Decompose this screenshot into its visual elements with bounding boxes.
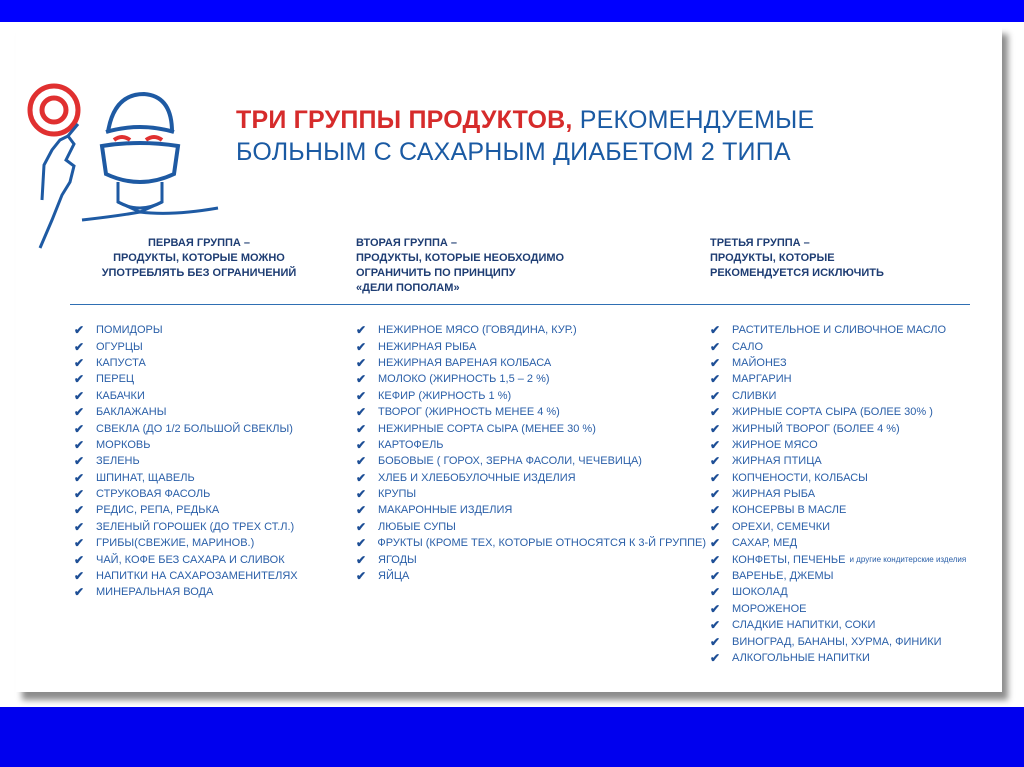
list-item [710,502,1002,518]
check-icon: ✔ [74,487,85,502]
list-item [356,420,706,436]
list-item [710,322,1002,338]
doctor-logo-icon [22,70,232,260]
list-item [356,551,706,567]
check-icon: ✔ [74,372,85,387]
check-icon: ✔ [710,437,721,452]
list-item-label: МАКАРОННЫЕ ИЗДЕЛИЯ [378,504,513,517]
check-icon: ✔ [74,454,85,469]
list-item-label: НЕЖИРНАЯ РЫБА [378,340,477,353]
list-item [710,650,1002,666]
check-icon: ✔ [710,470,721,485]
list-item [74,355,344,371]
check-icon: ✔ [356,569,367,584]
group-2-header [356,236,686,296]
check-icon: ✔ [710,405,721,420]
list-item-label: ВАРЕНЬЕ, ДЖЕМЫ [732,570,834,583]
list-item-label: КАРТОФЕЛЬ [378,438,444,451]
list-item [710,519,1002,535]
list-item-label: ЖИРНОЕ МЯСО [732,438,818,451]
check-icon: ✔ [74,503,85,518]
list-item-label: БАКЛАЖАНЫ [96,406,167,419]
list-item-label: ГРИБЫ(СВЕЖИЕ, МАРИНОВ.) [96,537,255,550]
check-icon: ✔ [356,536,367,551]
list-item [710,568,1002,584]
check-icon: ✔ [74,470,85,485]
list-item-label: ЯЙЦА [378,570,410,583]
check-icon: ✔ [356,454,367,469]
check-icon: ✔ [74,323,85,338]
group-header-line: ПРОДУКТЫ, КОТОРЫЕ МОЖНО [113,252,285,264]
list-item-label: СТРУКОВАЯ ФАСОЛЬ [96,488,211,501]
list-item [356,371,706,387]
list-item [74,371,344,387]
list-item [356,519,706,535]
list-item [74,404,344,420]
check-icon: ✔ [74,388,85,403]
list-item [710,355,1002,371]
list-item-label: КОНФЕТЫ, ПЕЧЕНЬЕ [732,553,846,566]
list-item [710,338,1002,354]
check-icon: ✔ [710,569,721,584]
check-icon: ✔ [356,503,367,518]
check-icon: ✔ [74,536,85,551]
list-item-label: МАРГАРИН [732,373,792,386]
list-item [710,453,1002,469]
list-item [74,437,344,453]
list-item-label: НАПИТКИ НА САХАРОЗАМЕНИТЕЛЯХ [96,570,298,583]
bottom-band [0,707,1024,767]
list-item [710,420,1002,436]
group-header-line: ОГРАНИЧИТЬ ПО ПРИНЦИПУ [356,267,516,279]
list-item [356,322,706,338]
list-item [710,470,1002,486]
check-icon: ✔ [710,651,721,665]
check-icon: ✔ [710,519,721,534]
title-line-2: БОЛЬНЫМ С САХАРНЫМ ДИАБЕТОМ 2 ТИПА [236,138,791,166]
list-item-label: КОНСЕРВЫ В МАСЛЕ [732,504,847,517]
list-item [74,568,344,584]
list-item [74,322,344,338]
check-icon: ✔ [710,503,721,518]
slide [0,22,1024,707]
title-rest: РЕКОМЕНДУЕМЫЕ [572,106,815,134]
check-icon: ✔ [710,388,721,403]
page-title [236,104,814,168]
header-divider [70,304,970,305]
list-item [74,519,344,535]
check-icon: ✔ [356,470,367,485]
check-icon: ✔ [74,405,85,420]
check-icon: ✔ [356,323,367,338]
list-item-label: НЕЖИРНОЕ МЯСО (ГОВЯДИНА, КУР.) [378,324,577,337]
list-item [356,568,706,584]
list-item [356,486,706,502]
list-item-label: КАПУСТА [96,356,146,369]
check-icon: ✔ [710,601,721,616]
list-item-label: СЛИВКИ [732,389,777,402]
check-icon: ✔ [710,339,721,354]
group-2-list [356,322,706,584]
list-item-label: ЗЕЛЕНЫЙ ГОРОШЕК (ДО ТРЕХ СТ.Л.) [96,520,295,533]
list-item-label: ЖИРНАЯ РЫБА [732,488,816,501]
list-item-label: КАБАЧКИ [96,389,145,402]
check-icon: ✔ [356,388,367,403]
check-icon: ✔ [710,323,721,338]
list-item [710,371,1002,387]
check-icon: ✔ [74,437,85,452]
list-item-label: ФРУКТЫ (КРОМЕ ТЕХ, КОТОРЫЕ ОТНОСЯТСЯ К 3-Й ГРУППЕ) [377,537,706,550]
check-icon: ✔ [74,339,85,354]
group-header-line: ВТОРАЯ ГРУППА – [356,237,458,249]
list-item [356,404,706,420]
list-item-label: ВИНОГРАД, БАНАНЫ, ХУРМА, ФИНИКИ [732,635,942,648]
list-item-label: ОРЕХИ, СЕМЕЧКИ [732,520,831,533]
list-item [74,535,344,551]
list-item [74,420,344,436]
check-icon: ✔ [710,355,721,370]
list-item [356,338,706,354]
list-item [74,486,344,502]
list-item [710,633,1002,649]
list-item-label: РЕДИС, РЕПА, РЕДЬКА [96,504,220,517]
group-3-list [710,322,1002,666]
list-item [356,355,706,371]
list-item [74,502,344,518]
list-item-label: МОРОЖЕНОЕ [732,602,807,615]
list-item [710,584,1002,600]
list-item-label: МОРКОВЬ [96,438,151,451]
list-item [356,437,706,453]
list-item-label: АЛКОГОЛЬНЫЕ НАПИТКИ [732,652,870,664]
list-item-label: СЛАДКИЕ НАПИТКИ, СОКИ [732,619,876,632]
list-item-label: САХАР, МЕД [732,537,798,550]
list-item-label: НЕЖИРНЫЕ СОРТА СЫРА (МЕНЕЕ 30 %) [378,422,596,435]
check-icon: ✔ [74,421,85,436]
group-header-line: ПЕРВАЯ ГРУППА – [147,237,251,249]
list-item [356,502,706,518]
list-item-label: САЛО [732,340,764,353]
list-item [74,551,344,567]
list-item-label: КЕФИР (ЖИРНОСТЬ 1 %) [378,389,512,402]
list-item-label: ПЕРЕЦ [96,373,135,386]
check-icon: ✔ [710,421,721,436]
check-icon: ✔ [74,519,85,534]
check-icon: ✔ [710,634,721,649]
list-item [74,338,344,354]
check-icon: ✔ [74,552,85,567]
list-item-label: ХЛЕБ И ХЛЕБОБУЛОЧНЫЕ ИЗДЕЛИЯ [378,471,576,484]
group-header-line: РЕКОМЕНДУЕТСЯ ИСКЛЮЧИТЬ [710,267,884,279]
check-icon: ✔ [356,421,367,436]
list-item-label: ОГУРЦЫ [96,340,143,353]
group-header-line: УПОТРЕБЛЯТЬ БЕЗ ОГРАНИЧЕНИЙ [101,267,297,279]
list-item-label: ШПИНАТ, ЩАВЕЛЬ [96,471,195,484]
list-item-label: МИНЕРАЛЬНАЯ ВОДА [96,586,214,599]
check-icon: ✔ [74,569,85,584]
list-item-label: МОЛОКО (ЖИРНОСТЬ 1,5 – 2 %) [378,373,550,386]
group-header-line: «ДЕЛИ ПОПОЛАМ» [356,282,460,294]
list-item [356,388,706,404]
group-1-list [74,322,344,601]
list-item [356,535,706,551]
group-1-header [74,236,324,281]
check-icon: ✔ [356,339,367,354]
list-item [710,601,1002,617]
check-icon: ✔ [710,618,721,633]
list-item [710,617,1002,633]
check-icon: ✔ [356,405,367,420]
list-item [710,486,1002,502]
group-header-line: ПРОДУКТЫ, КОТОРЫЕ НЕОБХОДИМО [356,252,565,264]
check-icon: ✔ [710,487,721,502]
list-item-label: СВЕКЛА (ДО 1/2 БОЛЬШОЙ СВЕКЛЫ) [96,422,293,435]
check-icon: ✔ [356,437,367,452]
info-card [16,26,1002,692]
list-item [74,470,344,486]
list-item-label: ТВОРОГ (ЖИРНОСТЬ МЕНЕЕ 4 %) [378,406,560,419]
check-icon: ✔ [74,585,85,600]
check-icon: ✔ [356,355,367,370]
check-icon: ✔ [356,372,367,387]
list-item-label: ЖИРНЫЙ ТВОРОГ (БОЛЕЕ 4 %) [732,422,900,435]
list-item-label: ЧАЙ, КОФЕ БЕЗ САХАРА И СЛИВОК [96,553,285,566]
group-header-line: ТРЕТЬЯ ГРУППА – [710,237,810,249]
list-item-label: МАЙОНЕЗ [732,356,787,369]
group-3-header [710,236,1000,281]
list-item-label: КОПЧЕНОСТИ, КОЛБАСЫ [732,471,868,484]
check-icon: ✔ [710,585,721,600]
list-item [74,388,344,404]
check-icon: ✔ [710,552,721,567]
check-icon: ✔ [356,519,367,534]
title-emphasis: ТРИ ГРУППЫ ПРОДУКТОВ, [236,106,573,134]
list-item-label: КРУПЫ [378,488,417,501]
check-icon: ✔ [710,536,721,551]
list-item-label: ЖИРНЫЕ СОРТА СЫРА (БОЛЕЕ 30% ) [732,406,933,419]
list-item-label: БОБОВЫЕ ( ГОРОХ, ЗЕРНА ФАСОЛИ, ЧЕЧЕВИЦА) [378,455,642,468]
check-icon: ✔ [356,487,367,502]
list-item-label: ЖИРНАЯ ПТИЦА [732,455,822,468]
list-item [356,453,706,469]
check-icon: ✔ [710,454,721,469]
group-header-line: ПРОДУКТЫ, КОТОРЫЕ [710,252,835,264]
list-item [356,470,706,486]
list-item [74,453,344,469]
check-icon: ✔ [710,372,721,387]
list-item [710,437,1002,453]
list-item-label: НЕЖИРНАЯ ВАРЕНАЯ КОЛБАСА [378,356,552,369]
list-item-label: РАСТИТЕЛЬНОЕ И СЛИВОЧНОЕ МАСЛО [732,324,947,337]
title-line-1 [236,104,814,136]
list-item-label: ЛЮБЫЕ СУПЫ [378,520,456,533]
list-item [710,388,1002,404]
list-item [74,584,344,600]
list-item [710,551,1002,567]
check-icon: ✔ [356,552,367,567]
list-item-note: и другие кондитерские изделия [849,555,967,565]
list-item [710,404,1002,420]
list-item-label: ЗЕЛЕНЬ [96,455,140,468]
list-item-label: ШОКОЛАД [732,586,788,599]
check-icon: ✔ [74,355,85,370]
list-item-label: ЯГОДЫ [378,553,417,566]
list-item-label: ПОМИДОРЫ [96,324,163,337]
list-item [710,535,1002,551]
